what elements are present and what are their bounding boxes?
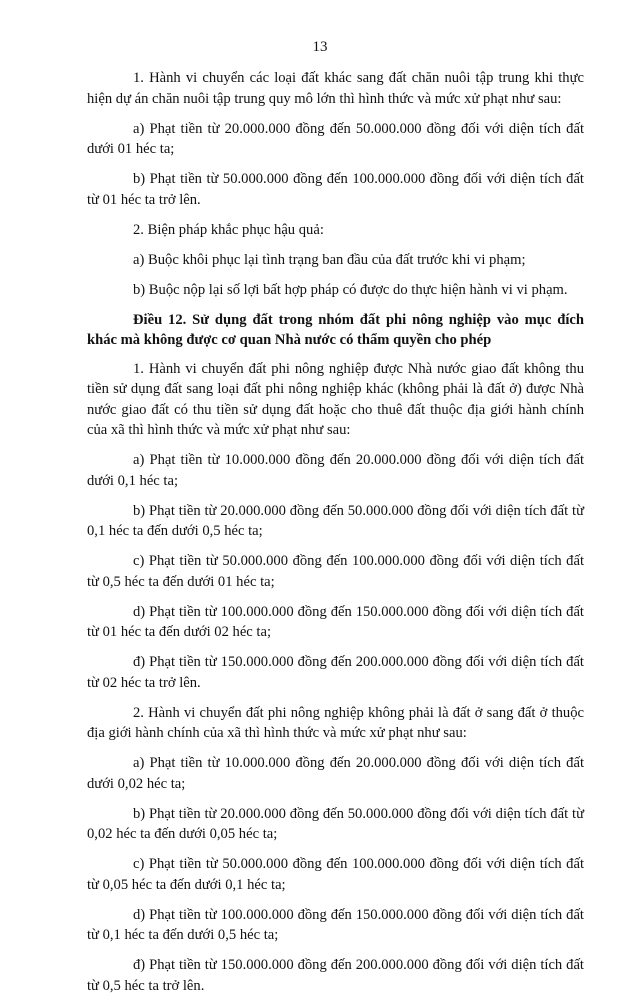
article-12-clause-1-item-b: b) Phạt tiền từ 20.000.000 đồng đến 50.000.000 đồng đối với diện tích đất từ 0,1 héc ta đến dưới 0,5 héc ta; (87, 502, 584, 539)
article-12-clause-1-intro: 1. Hành vi chuyển đất phi nông nghiệp được Nhà nước giao đất không thu tiền sử dụng đất sang loại đất phi nông nghiệp khác (không phải là đất ở) được Nhà nước giao đất có thu tiền sử dụng đất hoặc cho thuê đất thuộc địa giới hành chính của xã thì hình thức và mức xử phạt như sau: (87, 360, 584, 438)
article-12-clause-2-item-a: a) Phạt tiền từ 10.000.000 đồng đến 20.000.000 đồng đối với diện tích đất dưới 0,02 héc ta; (87, 755, 584, 792)
article-12-clause-1-item-a: a) Phạt tiền từ 10.000.000 đồng đến 20.000.000 đồng đối với diện tích đất dưới 0,1 héc ta; (87, 452, 584, 489)
remedy-heading: 2. Biện pháp khắc phục hậu quả: (133, 221, 324, 238)
article-12-clause-2-intro: 2. Hành vi chuyển đất phi nông nghiệp không phải là đất ở sang đất ở thuộc địa giới hành chính của xã thì hình thức và mức xử phạt như sau: (87, 704, 584, 741)
article-12-clause-2-item-d: d) Phạt tiền từ 100.000.000 đồng đến 150.000.000 đồng đối với diện tích đất từ 0,1 héc ta đến dưới 0,5 héc ta; (87, 906, 584, 943)
page-number: 13 (312, 39, 328, 55)
clause-1-intro: 1. Hành vi chuyển các loại đất khác sang đất chăn nuôi tập trung khi thực hiện dự án chăn nuôi tập trung quy mô lớn thì hình thức và mức xử phạt như sau: (87, 70, 584, 107)
remedy-item-b: b) Buộc nộp lại số lợi bất hợp pháp có được do thực hiện hành vi vi phạm. (133, 281, 568, 298)
clause-1-item-b: b) Phạt tiền từ 50.000.000 đồng đến 100.000.000 đồng đối với diện tích đất từ 01 héc ta trở lên. (87, 171, 584, 208)
article-12-clause-2-item-c: c) Phạt tiền từ 50.000.000 đồng đến 100.000.000 đồng đối với diện tích đất từ 0,05 héc ta đến dưới 0,1 héc ta; (87, 856, 584, 893)
clause-1-item-a: a) Phạt tiền từ 20.000.000 đồng đến 50.000.000 đồng đối với diện tích đất dưới 01 héc ta; (87, 120, 584, 157)
article-12-clause-2-item-dd: đ) Phạt tiền từ 150.000.000 đồng đến 200.000.000 đồng đối với diện tích đất từ 0,5 héc ta trở lên. (87, 957, 584, 994)
article-12-clause-1-item-c: c) Phạt tiền từ 50.000.000 đồng đến 100.000.000 đồng đối với diện tích đất từ 0,5 héc ta đến dưới 01 héc ta; (87, 553, 584, 590)
article-12-clause-1-item-d: d) Phạt tiền từ 100.000.000 đồng đến 150.000.000 đồng đối với diện tích đất từ 01 héc ta đến dưới 02 héc ta; (87, 603, 584, 640)
article-12-clause-2-item-b: b) Phạt tiền từ 20.000.000 đồng đến 50.000.000 đồng đối với diện tích đất từ 0,02 héc ta đến dưới 0,05 héc ta; (87, 805, 584, 842)
article-12-title: Điều 12. Sử dụng đất trong nhóm đất phi nông nghiệp vào mục đích khác mà không được cơ quan Nhà nước có thẩm quyền cho phép (87, 311, 584, 348)
page-body (87, 68, 584, 1006)
article-12-clause-1-item-dd: đ) Phạt tiền từ 150.000.000 đồng đến 200.000.000 đồng đối với diện tích đất từ 02 héc ta trở lên. (87, 654, 584, 691)
remedy-item-a: a) Buộc khôi phục lại tình trạng ban đầu của đất trước khi vi phạm; (133, 251, 526, 268)
